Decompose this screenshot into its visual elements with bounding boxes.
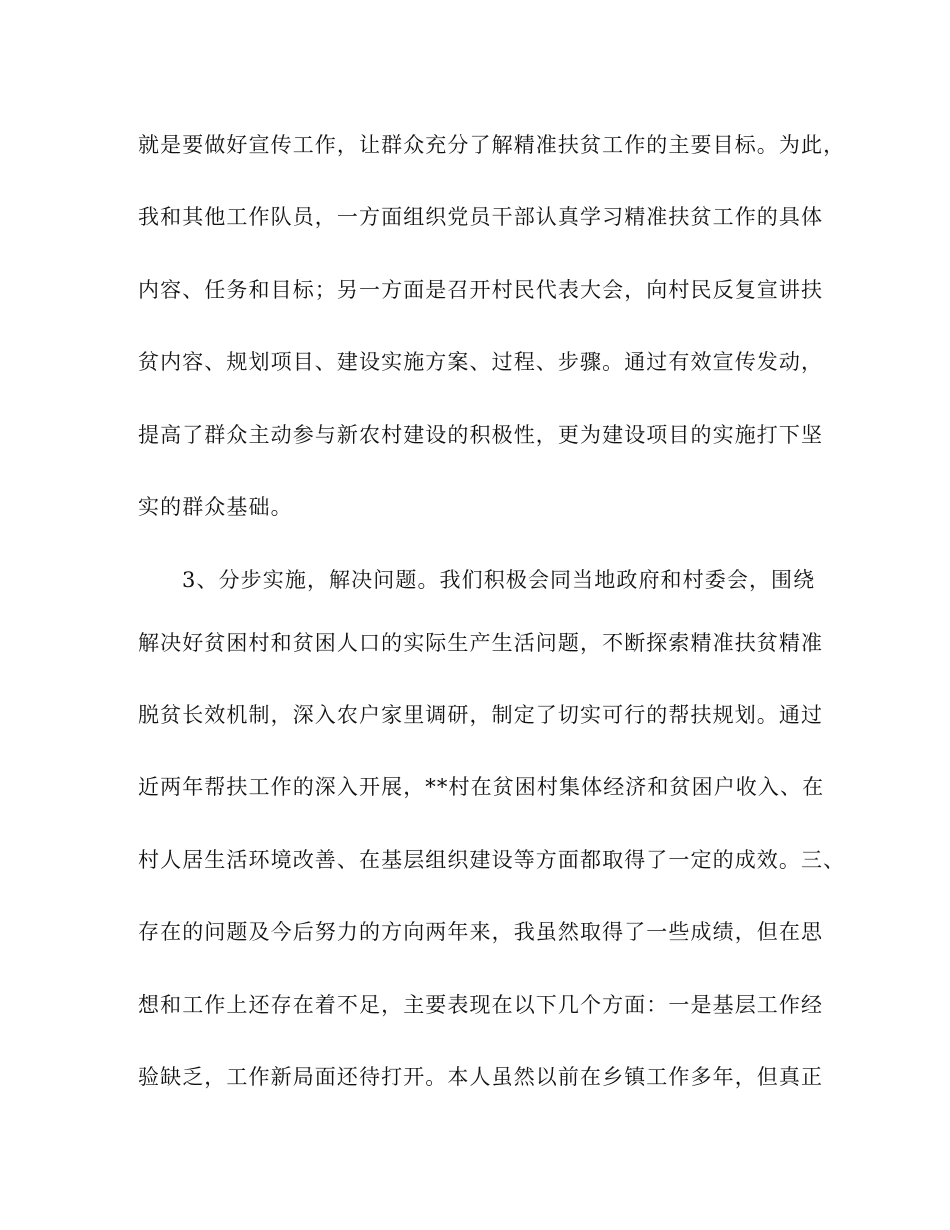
text-line-3: 内容、任务和目标；另一方面是召开村民代表大会，向村民反复宣讲扶 xyxy=(138,278,824,302)
text-line-1: 就是要做好宣传工作，让群众充分了解精准扶贫工作的主要目标。为此， xyxy=(138,133,846,157)
text-line-8: 解决好贫困村和贫困人口的实际生产生活问题，不断探索精准扶贫精准 xyxy=(138,631,824,655)
text-line-7: 3、分步实施，解决问题。我们积极会同当地政府和村委会，围绕 xyxy=(182,568,816,592)
text-line-6: 实的群众基础。 xyxy=(138,495,293,519)
text-line-12: 存在的问题及今后努力的方向两年来，我虽然取得了一些成绩，但在思 xyxy=(138,920,824,944)
text-line-9: 脱贫长效机制，深入农户家里调研，制定了切实可行的帮扶规划。通过 xyxy=(138,703,824,727)
text-line-14: 验缺乏，工作新局面还待打开。本人虽然以前在乡镇工作多年，但真正 xyxy=(138,1065,824,1089)
text-line-11: 村人居生活环境改善、在基层组织建设等方面都取得了一定的成效。三、 xyxy=(138,848,846,872)
text-line-5: 提高了群众主动参与新农村建设的积极性，更为建设项目的实施打下坚 xyxy=(138,423,824,447)
text-line-4: 贫内容、规划项目、建设实施方案、过程、步骤。通过有效宣传发动， xyxy=(138,350,824,374)
text-line-10: 近两年帮扶工作的深入开展，**村在贫困村集体经济和贫困户收入、在 xyxy=(138,775,825,799)
text-line-13: 想和工作上还存在着不足，主要表现在以下几个方面：一是基层工作经 xyxy=(138,993,824,1017)
text-line-2: 我和其他工作队员，一方面组织党员干部认真学习精准扶贫工作的具体 xyxy=(138,205,824,229)
